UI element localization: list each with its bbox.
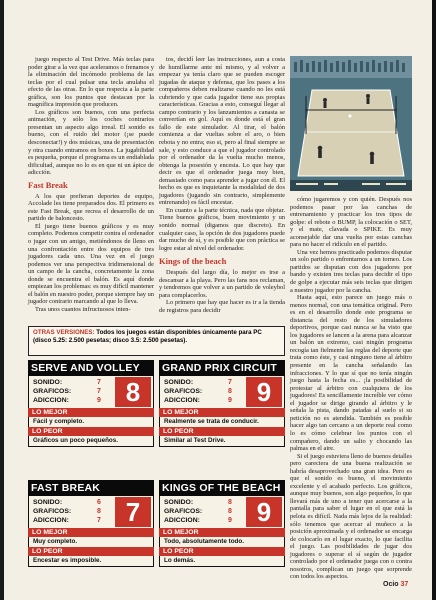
page-edge [432, 0, 436, 600]
sound-label: SONIDO: [164, 499, 194, 506]
score-labels [33, 498, 71, 525]
paragraph: Los gráficos son buenos, con una perfecta animación, y sólo los coches contrarios presentan un aspecto algo irreal. El sonido es bueno, con el ruido del motor (¡se puede desconectar!) y dos músicas, una de presentación y otra cuando entramos en boxes. La jugabilidad es pequeña, porque el programa es un endiablada dificultad, aunque no lo es en que ni un ápice de adicción. [28, 108, 154, 177]
best-text: Fácil y completo. [28, 417, 154, 427]
score-box-fast-break [28, 480, 154, 567]
worst-text: Similar al Test Drive. [159, 436, 285, 447]
score-box-grand-prix-circuit [159, 360, 285, 447]
best-header: LO MEJOR [28, 408, 154, 417]
game-title: SERVE AND VOLLEY [28, 360, 154, 376]
game-title: FAST BREAK [28, 480, 154, 496]
paragraph: Después del largo día, lo mejor es irse a descansar a la playa. Pero las fans nos reclaman, y tendremos que volver a un partido de voleybol para complacerlos. [159, 269, 285, 299]
addiction-score: 9 [228, 397, 232, 404]
worst-text: Lo demás. [159, 556, 285, 567]
total-score: 8 [115, 377, 151, 407]
score-labels [33, 378, 71, 405]
paragraph: Tras unos cuantos infructuosos inten- [35, 305, 131, 313]
paragraph: cómo jugaremos y con quién. Después nos podemos pasar por las canchas de entrenamiento y practicar los tres tipos de golpe: el rebote o BUMP, la colocación o SET, y el mate, clavada o SPIKE. Es muy aconsejable dar una vuelta por estas canchas para no hacer el ridículo en el partido. [290, 196, 412, 249]
sound-score: 8 [228, 499, 232, 506]
sound-score: 6 [97, 499, 101, 506]
other-versions-label: OTRAS VERSIONES: [33, 329, 95, 336]
page-footer [383, 581, 408, 588]
score-box-serve-and-volley [28, 360, 154, 447]
article-column-2 [159, 56, 285, 324]
paragraph: El juego tiene buenos gráficos y es muy completo. Podemos competir contra el ordenador o jugar con un amigo, metiéndonos de lleno en una confrontación entre dos equipos de tres jugadores cada uno. Una vez en el juego podemos ver una perspectiva tridimensional de un campo de la cancha, concretamente la zona donde se encuentra el balón. Es aquí donde empiezan los problemas: es muy difícil mantener el balón en nuestro poder, porque siempre hay un jugador contrario marcando al que lo lleva. [28, 222, 154, 306]
score-values [228, 498, 232, 525]
sound-score: 7 [97, 379, 101, 386]
addiction-label: ADICCION: [33, 397, 69, 404]
best-header: LO MEJOR [159, 528, 285, 537]
article-column-1 [28, 56, 154, 324]
sound-label: SONIDO: [164, 379, 194, 386]
score-panel [159, 376, 285, 408]
graphics-score: 8 [97, 508, 101, 515]
sound-score: 7 [228, 379, 232, 386]
page-number: 37 [400, 581, 409, 588]
paragraph: Si el juego estuviera lleno de buenos detalles pero careciera de una buena realización se habría desaprovechado una gran idea. Pero es que el sonido es bueno, el movimiento excelente y el acabado perfecto. Los gráficos, aunque muy buenos, son algo pequeños, lo que llevará más de uno a tener que acercarse a la pantalla para saber el lugar en el que está la pelota es difícil. Nada más lejos de la realidad: sólo tenemos que acercar al muñeco a la posición aproximada y el ordenador se encarga de colocarlo en el lugar exacto, lo que facilita el juego. Las posibilidades de jugar dos jugadores o superar el sí según de jugador controlado por el ordenador juega con o contra nosotros, complican un juego que sorprende con todos los aspectos. [290, 452, 412, 581]
paragraph: A los que prefieran deportes de equipo, Accolade les tiene preparados dos. El primero es este Fast Break, que recrea el desarrollo de un partido de baloncesto. [28, 192, 154, 223]
article-column-3 [290, 196, 412, 581]
score-box-kings-of-the-beach [159, 480, 285, 567]
worst-header: LO PEOR [159, 547, 285, 556]
graphics-score: 8 [228, 508, 232, 515]
graphics-label: GRAFICOS: [33, 508, 72, 515]
addiction-label: ADICCION: [33, 517, 69, 524]
best-text: Muy completo. [28, 537, 154, 547]
worst-text: Encestar es imposible. [28, 556, 154, 567]
game-title: KINGS OF THE BEACH [159, 480, 285, 496]
worst-header: LO PEOR [159, 427, 285, 436]
worst-text: Gráficos un poco pequeños. [28, 436, 154, 447]
addiction-score: 9 [228, 517, 232, 524]
addiction-label: ADICCION: [164, 397, 200, 404]
paragraph: En cuanto a la parte técnica, nada que objetar. Tiene buenos gráficos, buen movimiento y un sonido normal (digamos que discreto). En cualquier caso, la opción de dos jugadores puede dar mucho de sí, y es posible que con práctica se logre estar al nivel del ordenador. [159, 206, 285, 252]
score-panel [28, 376, 154, 408]
score-values [228, 378, 232, 405]
best-header: LO MEJOR [28, 528, 154, 537]
sound-label: SONIDO: [33, 379, 63, 386]
graphics-score: 7 [97, 388, 101, 395]
paragraph: tos, decidí leer las instrucciones, aun a costa de humillarme ante mí mismo, y al volver a empezar ya tenía claro que se pueden escoger jugadas de ataque y defensa, que los pases a los compañeros deben realizarse cuando no les está cubriendo y que cada jugador tiene sus propias características. Gracias a esto, conseguí llegar al campo contrario y los lanzamientos a canasta se convertían en gol. Aquí es donde está el gran fallo de este simulador. Al tirar, el balón comienza a dar vueltas sobre el aro, o bien rebota y no entra; eso si, pero al final siempre se sale, y esto conduce a que el jugador controlado por el ordenador da la vuelta mucho menos, obtenga la posesión y encesta. Lo que hay que decir es que el ordenador juega muy bien, demasiado como para aprender a jugar con él. El hecho es que es inquietante la modalidad de dos jugadores (jugando sin contrario, simplemente entrenando) es fácil encestar. [159, 56, 285, 207]
score-labels [164, 498, 202, 525]
magazine-name: Ocio [383, 581, 399, 588]
other-versions-box [28, 326, 285, 356]
addiction-score: 7 [97, 517, 101, 524]
paragraph: juego respecto al Test Drive. Más teclas para poder girar a la vez que aceleramos o frenamos y la eliminación del incómodo problema de las teclas por el cual pulsar una tecla anulaba el efecto de las otras. En lo que respecta a la parte gráfica, son los puntos que destacan por la magnífica impresión que producen. [28, 56, 154, 109]
score-panel [159, 496, 285, 528]
best-header: LO MEJOR [159, 408, 285, 417]
graphics-label: GRAFICOS: [33, 388, 72, 395]
section-heading: Fast Break [28, 179, 68, 190]
sound-label: SONIDO: [33, 499, 63, 506]
screenshot-image [290, 56, 412, 191]
score-panel [28, 496, 154, 528]
paragraph: Lo primero que hay que hacer es ir a la tienda de registros para decidir [159, 299, 285, 314]
total-score: 9 [246, 377, 282, 407]
total-score: 9 [246, 497, 282, 527]
addiction-score: 9 [97, 397, 101, 404]
score-labels [164, 378, 202, 405]
graphics-score: 8 [228, 388, 232, 395]
other-versions-text: Todos los juegos están disponibles únicamente para PC (disco 5.25: 2.500 pesetas; disco 3.5: 2.500 pesetas). [33, 329, 262, 344]
graphics-label: GRAFICOS: [164, 508, 203, 515]
score-values [97, 498, 101, 525]
best-text: Todo, absolutamente todo. [159, 537, 285, 547]
total-score: 7 [115, 497, 151, 527]
paragraph: Hasta aquí, esto parece un juego más o menos normal, con una temática original. Pero es en el desarrollo donde este programa se distancia del resto de los simuladores deportivos, porque casi nunca se ha visto que los jugadores se lancen a la arena para alcanzar un balón un extremo, casi ningún programa recogía tan fielmente las reglas del deporte que trata como éste, y casi ninguno tiene al árbitro presente en la cancha señalando las infracciones. Y lo que sí que no tenía ningún juego hasta la fecha es... ¡la posibilidad de protestar al árbitro con cualquiera de los jugadores! Es sencillamente increíble ver cómo el jugador se dirige girando al árbitro y le señala la pista, dando patadas al suelo si su petición no es atendida. También es posible hacer algo tan cercano a un deporte real como lo es cómo celebrar los puntos con el compañero, dando un salto y chocando las palmas en el aire. [290, 294, 412, 453]
best-text: Realmente se trata de conducir. [159, 417, 285, 427]
game-title: GRAND PRIX CIRCUIT [159, 360, 285, 376]
worst-header: LO PEOR [28, 547, 154, 556]
graphics-label: GRAFICOS: [164, 388, 203, 395]
section-heading: Kings of the beach [159, 256, 227, 267]
score-values [97, 378, 101, 405]
volleyball-game-screenshot [290, 56, 412, 191]
paragraph: Una vez hemos practicado podemos disputar un solo partido o enfrentarnos a un torneo. Los partidos se disputan con dos jugadores por bando y existen tres teclas para decidir el tipo de golpe a ejecutar más seis teclas que dirigen a nuestro jugador por la cancha. [290, 248, 412, 294]
addiction-label: ADICCION: [164, 517, 200, 524]
worst-header: LO PEOR [28, 427, 154, 436]
